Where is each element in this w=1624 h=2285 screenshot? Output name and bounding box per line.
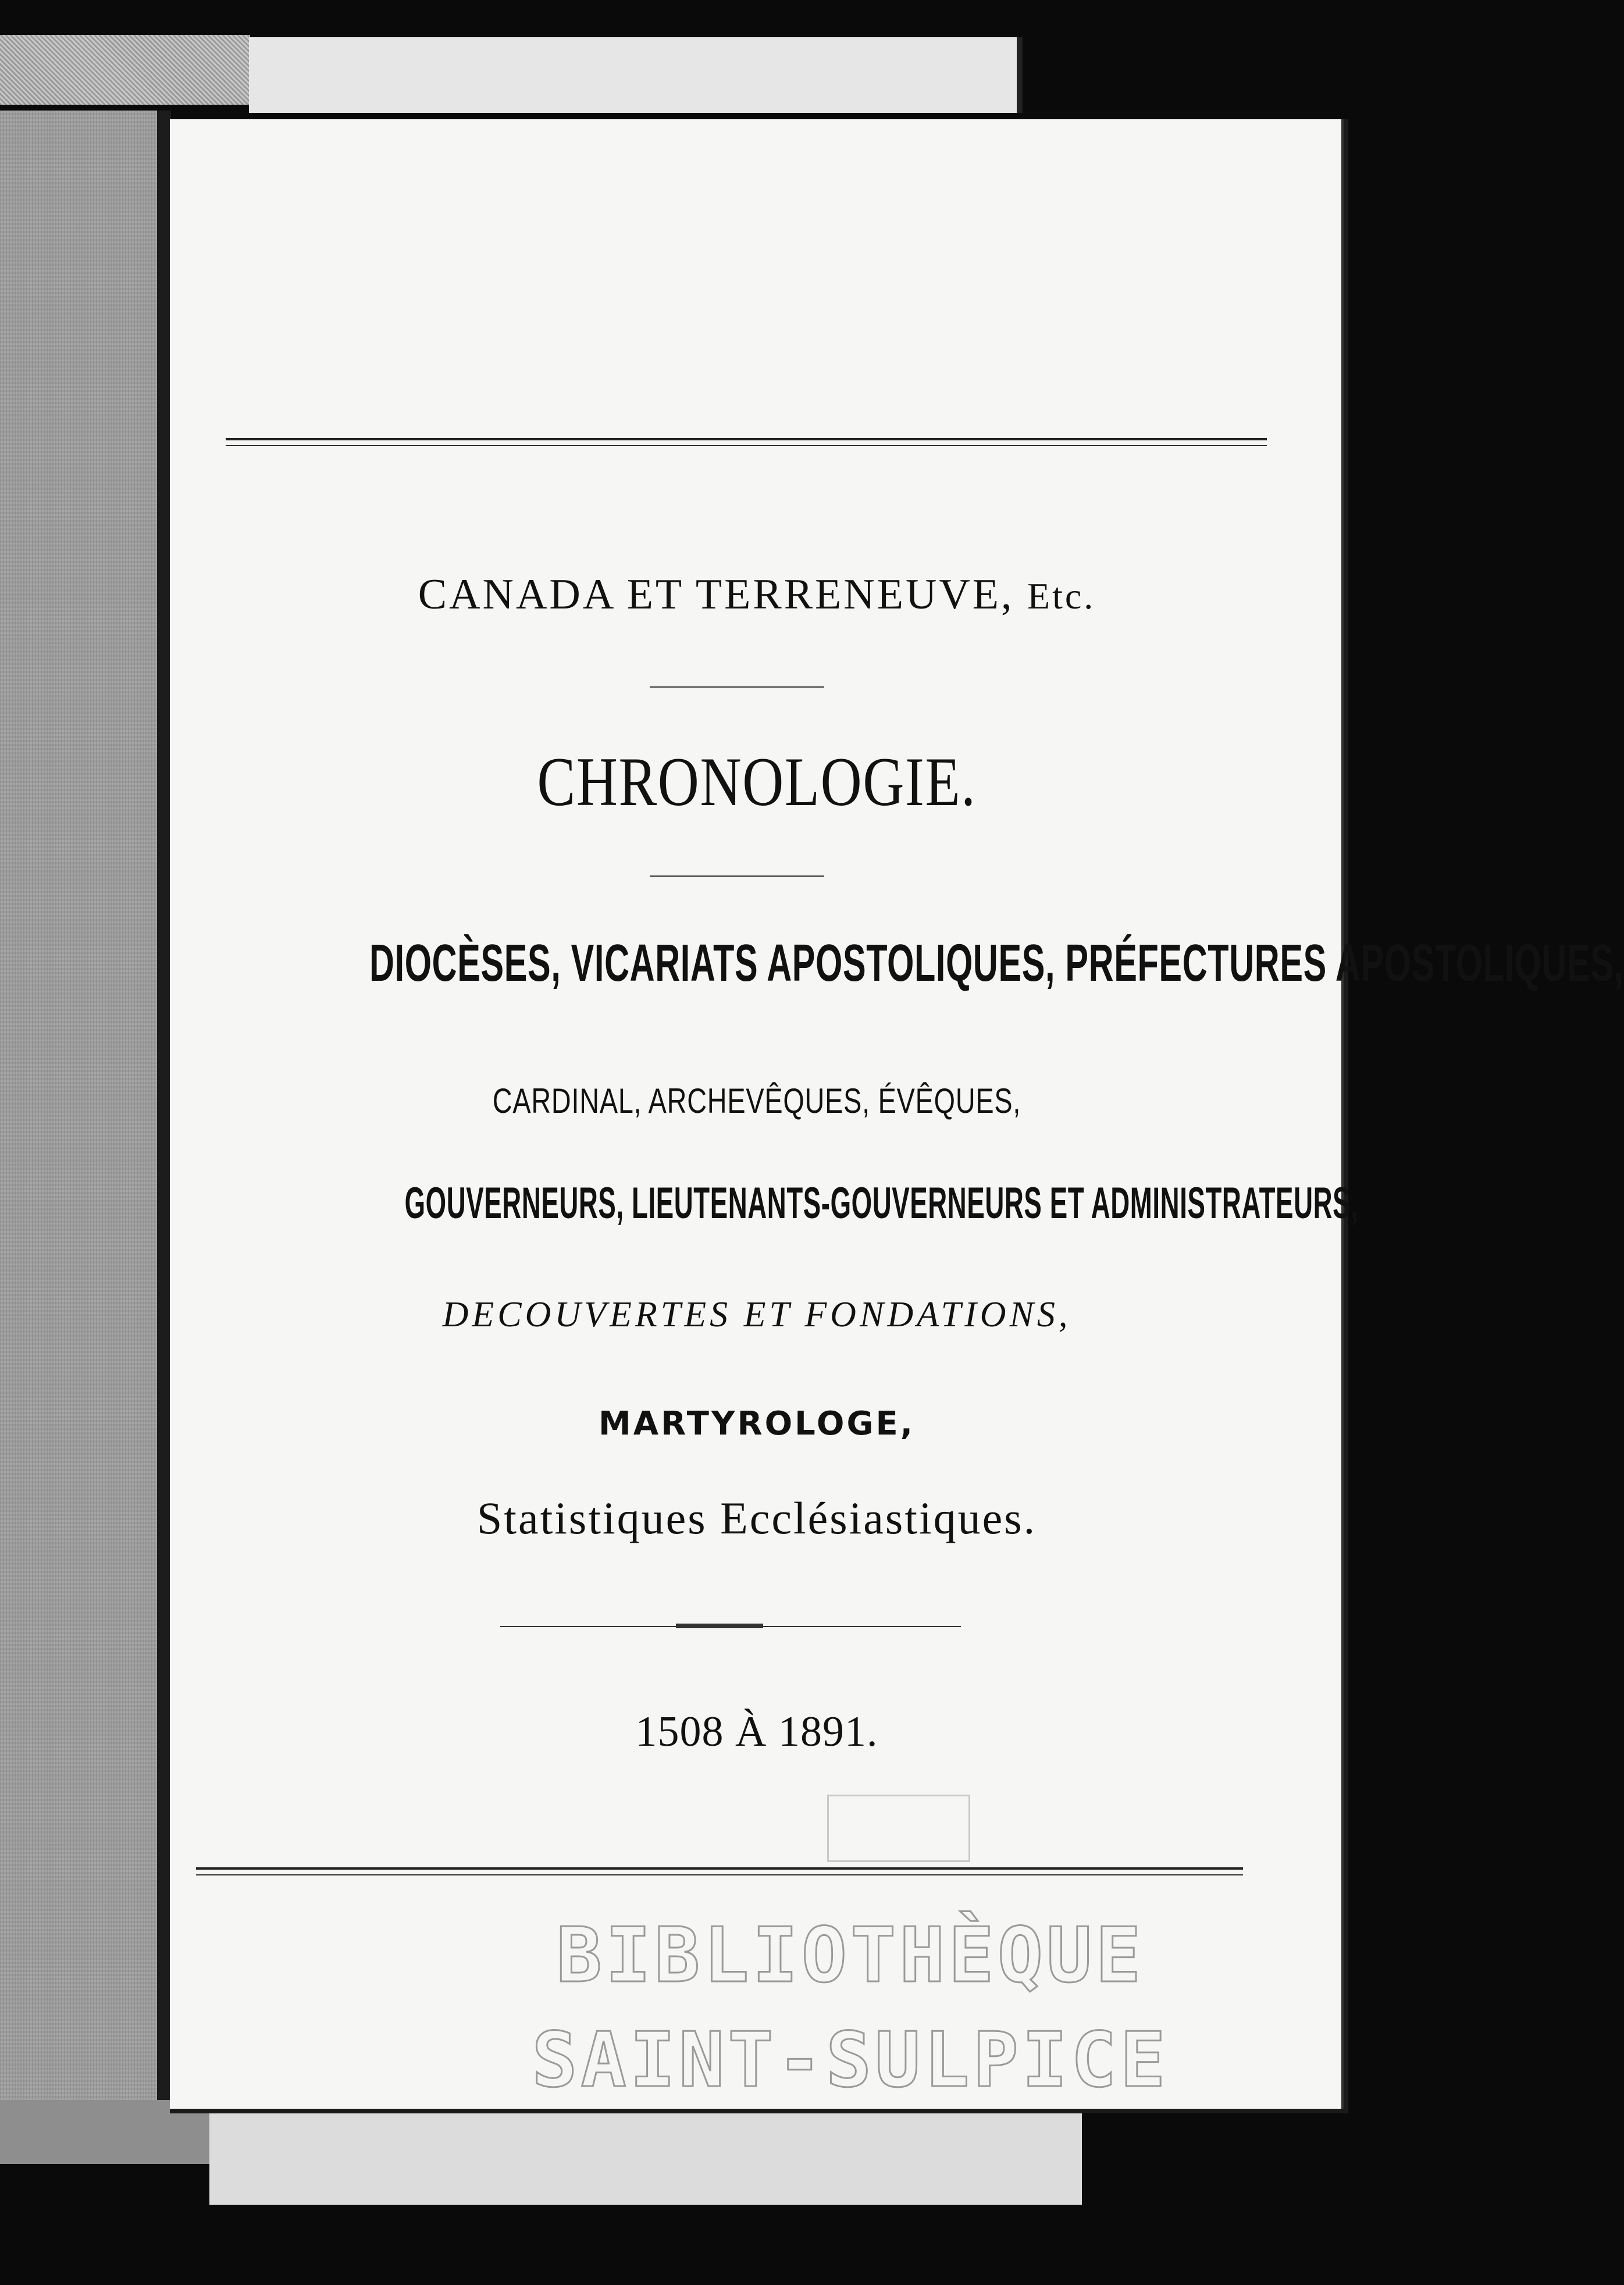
book-cover-board <box>0 111 169 2100</box>
subject-decouvertes: DECOUVERTES ET FONDATIONS, <box>442 1295 1071 1334</box>
scan-background-bottom <box>209 2112 1082 2205</box>
date-range: 1508 À 1891. <box>635 1708 878 1756</box>
subject-statistiques: Statistiques Ecclésiastiques. <box>476 1493 1037 1543</box>
library-stamp-line1: BIBLIOTHÈQUE <box>556 1911 1145 1999</box>
faint-stamp-box <box>827 1795 970 1862</box>
subject-cardinal: CARDINAL, ARCHEVÊQUES, ÉVÊQUES, <box>492 1081 1021 1120</box>
scan-background-top-left <box>0 35 250 105</box>
book-cover-edge <box>157 111 171 2100</box>
region-heading <box>170 570 1344 620</box>
scan-background-top <box>249 37 1023 113</box>
library-stamp-line2: SAINT-SULPICE <box>532 2016 1169 2104</box>
separator-rule <box>650 686 824 688</box>
separator-rule <box>650 875 824 877</box>
bottom-double-rule <box>196 1867 1243 1875</box>
top-double-rule <box>226 438 1267 446</box>
separator-rule-center <box>676 1624 763 1628</box>
separator-rule-right <box>763 1626 961 1627</box>
subject-martyrologe: MARTYROLOGE, <box>599 1405 915 1443</box>
page-title: CHRONOLOGIE. <box>537 743 977 820</box>
region-text: CANADA ET TERRENEUVE, <box>418 571 1014 618</box>
title-page <box>170 119 1624 2113</box>
region-etc: Etc. <box>1027 575 1096 617</box>
subject-dioceses: DIOCÈSES, VICARIATS APOSTOLIQUES, PRÉFECTURES APOSTOLIQUES, <box>369 934 1624 992</box>
subject-gouverneurs: GOUVERNEURS, LIEUTENANTS-GOUVERNEURS ET ADMINISTRATEURS, <box>404 1179 1359 1228</box>
